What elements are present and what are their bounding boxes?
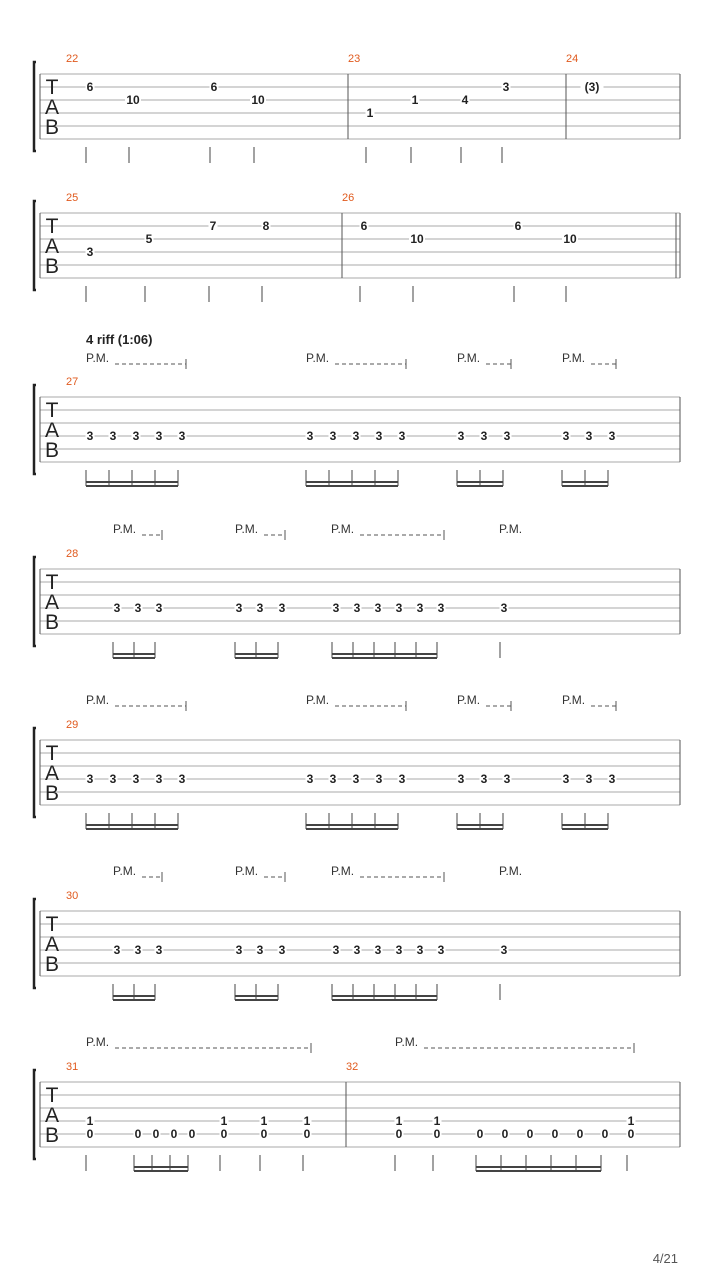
fret-number: 3	[235, 943, 243, 957]
fret-number: 3	[503, 772, 511, 786]
tab-clef-letter: A	[44, 1104, 60, 1127]
bar-number: 23	[348, 53, 361, 65]
fret-number: 10	[410, 232, 424, 246]
fret-number: 3	[500, 601, 508, 615]
fret-number: 0	[86, 1127, 94, 1141]
palm-mute-label: P.M.	[86, 351, 110, 365]
fret-number: 6	[514, 219, 522, 233]
fret-number: 5	[145, 232, 153, 246]
fret-number: 3	[374, 943, 382, 957]
palm-mute-label: P.M.	[499, 864, 523, 878]
bar-number: 28	[66, 548, 79, 560]
tab-clef-letter: A	[44, 591, 60, 614]
bar-number: 25	[66, 192, 79, 204]
fret-number: 3	[502, 80, 510, 94]
fret-number: 10	[563, 232, 577, 246]
fret-number: 3	[155, 772, 163, 786]
palm-mute-label: P.M.	[562, 351, 586, 365]
fret-number: 3	[395, 943, 403, 957]
fret-number: 0	[220, 1127, 228, 1141]
fret-number: 3	[374, 601, 382, 615]
system-bracket	[34, 557, 36, 646]
tab-clef-letter: A	[44, 96, 60, 119]
bar-number: 24	[566, 53, 579, 65]
tab-clef-letter: T	[45, 1084, 59, 1107]
fret-number: 3	[503, 429, 511, 443]
fret-number: 3	[585, 429, 593, 443]
fret-number: 3	[86, 772, 94, 786]
fret-number: 3	[416, 943, 424, 957]
fret-number: 3	[457, 772, 465, 786]
fret-number: 1	[411, 93, 419, 107]
palm-mute-label: P.M.	[113, 864, 137, 878]
tab-clef-letter: B	[44, 782, 60, 805]
palm-mute-label: P.M.	[306, 351, 330, 365]
bar-number: 27	[66, 376, 79, 388]
fret-number: 3	[329, 772, 337, 786]
tab-system	[34, 1035, 680, 1171]
bar-number: 29	[66, 719, 79, 731]
fret-number: 10	[251, 93, 265, 107]
fret-number: 0	[170, 1127, 178, 1141]
fret-number: 3	[416, 601, 424, 615]
fret-number: 3	[134, 943, 142, 957]
fret-number: 0	[433, 1127, 441, 1141]
fret-number: 3	[437, 601, 445, 615]
palm-mute-label: P.M.	[113, 522, 137, 536]
fret-number: 3	[134, 601, 142, 615]
bar-number: 32	[346, 1061, 359, 1073]
palm-mute-label: P.M.	[306, 693, 330, 707]
tab-clef-letter: T	[45, 215, 59, 238]
fret-number: (3)	[584, 80, 600, 94]
fret-number: 0	[601, 1127, 609, 1141]
fret-number: 3	[306, 429, 314, 443]
fret-number: 3	[395, 601, 403, 615]
fret-number: 6	[86, 80, 94, 94]
fret-number: 0	[260, 1127, 268, 1141]
palm-mute-label: P.M.	[395, 1035, 419, 1049]
fret-number: 3	[585, 772, 593, 786]
tab-clef-letter: A	[44, 235, 60, 258]
fret-number: 3	[480, 772, 488, 786]
fret-number: 3	[235, 601, 243, 615]
fret-number: 3	[109, 429, 117, 443]
tab-system	[34, 864, 680, 1000]
fret-number: 3	[306, 772, 314, 786]
system-bracket	[34, 728, 36, 817]
fret-number: 3	[113, 943, 121, 957]
fret-number: 1	[303, 1114, 311, 1128]
tab-system	[34, 192, 680, 302]
bar-number: 30	[66, 890, 79, 902]
fret-number: 0	[627, 1127, 635, 1141]
bar-number: 22	[66, 53, 79, 65]
system-bracket	[34, 899, 36, 988]
system-bracket	[34, 201, 36, 290]
fret-number: 1	[220, 1114, 228, 1128]
fret-number: 3	[398, 429, 406, 443]
fret-number: 1	[366, 106, 374, 120]
fret-number: 1	[395, 1114, 403, 1128]
tab-system	[34, 693, 680, 829]
tab-clef-letter: B	[44, 255, 60, 278]
fret-number: 1	[627, 1114, 635, 1128]
tab-clef-letter: T	[45, 742, 59, 765]
fret-number: 3	[353, 601, 361, 615]
fret-number: 0	[526, 1127, 534, 1141]
fret-number: 3	[332, 943, 340, 957]
fret-number: 8	[262, 219, 270, 233]
fret-number: 10	[126, 93, 140, 107]
fret-number: 0	[576, 1127, 584, 1141]
fret-number: 3	[278, 943, 286, 957]
tab-clef-letter: B	[44, 439, 60, 462]
fret-number: 3	[608, 429, 616, 443]
palm-mute-label: P.M.	[331, 864, 355, 878]
fret-number: 1	[86, 1114, 94, 1128]
fret-number: 3	[256, 943, 264, 957]
fret-number: 0	[551, 1127, 559, 1141]
fret-number: 3	[155, 943, 163, 957]
fret-number: 3	[278, 601, 286, 615]
fret-number: 3	[329, 429, 337, 443]
page-number: 4/21	[652, 1251, 678, 1266]
section-label: 4 riff (1:06)	[86, 332, 153, 347]
tab-clef-letter: B	[44, 953, 60, 976]
fret-number: 0	[395, 1127, 403, 1141]
fret-number: 3	[375, 429, 383, 443]
tab-clef-letter: B	[44, 611, 60, 634]
fret-number: 0	[152, 1127, 160, 1141]
fret-number: 3	[132, 429, 140, 443]
fret-number: 6	[360, 219, 368, 233]
fret-number: 3	[332, 601, 340, 615]
fret-number: 3	[155, 601, 163, 615]
fret-number: 3	[353, 943, 361, 957]
tab-clef-letter: T	[45, 571, 59, 594]
fret-number: 3	[562, 772, 570, 786]
tab-system	[34, 332, 680, 486]
palm-mute-label: P.M.	[235, 864, 259, 878]
fret-number: 3	[352, 772, 360, 786]
fret-number: 3	[608, 772, 616, 786]
fret-number: 4	[461, 93, 469, 107]
tab-clef-letter: A	[44, 762, 60, 785]
tab-clef-letter: T	[45, 913, 59, 936]
tab-clef-letter: B	[44, 1124, 60, 1147]
fret-number: 1	[433, 1114, 441, 1128]
fret-number: 3	[86, 429, 94, 443]
fret-number: 0	[501, 1127, 509, 1141]
fret-number: 3	[178, 772, 186, 786]
fret-number: 3	[480, 429, 488, 443]
system-bracket	[34, 385, 36, 474]
tab-clef-letter: A	[44, 419, 60, 442]
fret-number: 3	[178, 429, 186, 443]
system-bracket	[34, 1070, 36, 1159]
tab-clef-letter: A	[44, 933, 60, 956]
fret-number: 0	[303, 1127, 311, 1141]
palm-mute-label: P.M.	[86, 1035, 110, 1049]
fret-number: 3	[109, 772, 117, 786]
fret-number: 3	[132, 772, 140, 786]
fret-number: 3	[457, 429, 465, 443]
fret-number: 0	[134, 1127, 142, 1141]
fret-number: 3	[562, 429, 570, 443]
fret-number: 6	[210, 80, 218, 94]
tab-clef-letter: T	[45, 399, 59, 422]
system-bracket	[34, 62, 36, 151]
fret-number: 3	[437, 943, 445, 957]
palm-mute-label: P.M.	[86, 693, 110, 707]
fret-number: 3	[352, 429, 360, 443]
bar-number: 31	[66, 1061, 79, 1073]
bar-number: 26	[342, 192, 355, 204]
fret-number: 0	[188, 1127, 196, 1141]
fret-number: 3	[155, 429, 163, 443]
palm-mute-label: P.M.	[457, 693, 481, 707]
tab-clef-letter: B	[44, 116, 60, 139]
fret-number: 3	[375, 772, 383, 786]
palm-mute-label: P.M.	[331, 522, 355, 536]
fret-number: 0	[476, 1127, 484, 1141]
tab-system	[34, 53, 680, 163]
fret-number: 7	[209, 219, 217, 233]
fret-number: 3	[86, 245, 94, 259]
palm-mute-label: P.M.	[235, 522, 259, 536]
tab-clef-letter: T	[45, 76, 59, 99]
palm-mute-label: P.M.	[499, 522, 523, 536]
fret-number: 3	[500, 943, 508, 957]
palm-mute-label: P.M.	[457, 351, 481, 365]
fret-number: 3	[113, 601, 121, 615]
palm-mute-label: P.M.	[562, 693, 586, 707]
tab-system	[34, 522, 680, 658]
fret-number: 3	[398, 772, 406, 786]
fret-number: 1	[260, 1114, 268, 1128]
fret-number: 3	[256, 601, 264, 615]
